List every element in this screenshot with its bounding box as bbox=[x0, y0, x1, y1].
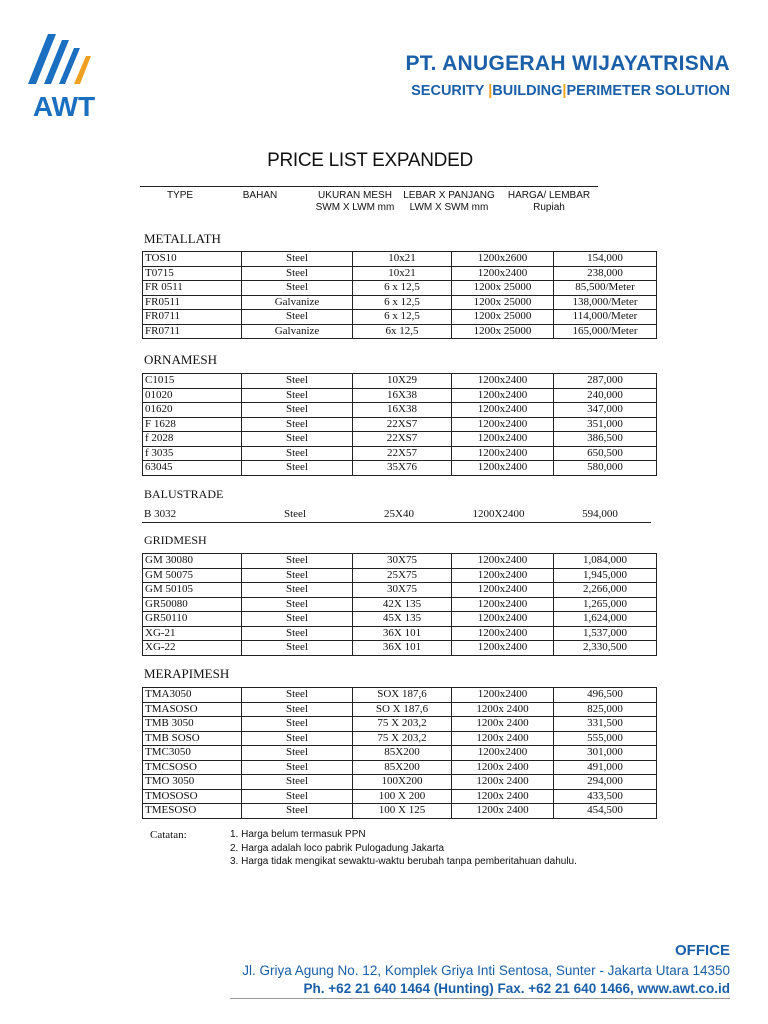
product-type-cell: GM 50075 bbox=[143, 568, 242, 583]
table-row bbox=[143, 641, 657, 656]
table-row bbox=[143, 252, 657, 267]
office-title: OFFICE bbox=[675, 942, 730, 959]
price-table-ornamesh bbox=[142, 373, 657, 476]
product-type-cell: 63045 bbox=[143, 461, 242, 476]
mesh-size-cell: 10x21 bbox=[353, 252, 452, 267]
product-type-cell: TMB SOSO bbox=[143, 731, 242, 746]
price-cell: 454,500 bbox=[554, 804, 657, 819]
sheet-dimension-cell: 1200x2400 bbox=[452, 597, 554, 612]
table-row bbox=[143, 717, 657, 732]
price-cell: 294,000 bbox=[554, 775, 657, 790]
product-type-cell: TMOSOSO bbox=[143, 789, 242, 804]
price-table-merapimesh bbox=[142, 687, 657, 819]
mesh-size-cell: 100X200 bbox=[353, 775, 452, 790]
sheet-dimension-cell: 1200X2400 bbox=[448, 508, 549, 522]
notes-label: Catatan: bbox=[150, 829, 187, 841]
mesh-size-cell: 35X76 bbox=[353, 461, 452, 476]
mesh-size-cell: SOX 187,6 bbox=[353, 688, 452, 703]
tagline-separator: | bbox=[488, 83, 493, 99]
material-cell: Steel bbox=[242, 281, 353, 296]
price-cell: 1,945,000 bbox=[554, 568, 657, 583]
mesh-size-cell: 30X75 bbox=[353, 583, 452, 598]
price-cell: 2,266,000 bbox=[554, 583, 657, 598]
material-cell: Steel bbox=[242, 432, 353, 447]
note-item: 3. Harga tidak mengikat sewaktu-waktu berubah tanpa pemberitahuan dahulu. bbox=[230, 856, 577, 867]
section-title-merapimesh: MERAPIMESH bbox=[144, 666, 230, 681]
sheet-dimension-cell: 1200x2400 bbox=[452, 403, 554, 418]
material-cell: Steel bbox=[240, 508, 350, 522]
price-cell: 496,500 bbox=[554, 688, 657, 703]
company-logo bbox=[14, 26, 114, 126]
table-row bbox=[142, 508, 651, 522]
mesh-size-cell: 25X75 bbox=[353, 568, 452, 583]
sheet-dimension-cell: 1200x 2400 bbox=[452, 789, 554, 804]
note-item: 1. Harga belum termasuk PPN bbox=[230, 829, 366, 840]
mesh-size-cell: 6 x 12,5 bbox=[353, 281, 452, 296]
table-row bbox=[143, 461, 657, 476]
sheet-dimension-cell: 1200x2400 bbox=[452, 688, 554, 703]
mesh-size-cell: 75 X 203,2 bbox=[353, 731, 452, 746]
table-row bbox=[143, 281, 657, 296]
product-type-cell: FR0511 bbox=[143, 295, 242, 310]
company-name: PT. ANUGERAH WIJAYATRISNA bbox=[405, 52, 730, 75]
mesh-size-cell: 22X57 bbox=[353, 446, 452, 461]
price-cell: 347,000 bbox=[554, 403, 657, 418]
mesh-size-cell: 100 X 125 bbox=[353, 804, 452, 819]
material-cell: Steel bbox=[242, 760, 353, 775]
price-cell: 433,500 bbox=[554, 789, 657, 804]
sheet-dimension-cell: 1200x2400 bbox=[452, 446, 554, 461]
material-cell: Galvanize bbox=[242, 295, 353, 310]
table-row bbox=[143, 388, 657, 403]
tagline-perimeter: PERIMETER SOLUTION bbox=[566, 83, 730, 99]
product-type-cell: TMO 3050 bbox=[143, 775, 242, 790]
material-cell: Steel bbox=[242, 252, 353, 267]
table-row bbox=[143, 417, 657, 432]
material-cell: Steel bbox=[242, 417, 353, 432]
table-row bbox=[143, 374, 657, 389]
table-row bbox=[143, 295, 657, 310]
tagline-building: BUILDING bbox=[492, 83, 563, 99]
material-cell: Galvanize bbox=[242, 324, 353, 339]
table-row bbox=[143, 597, 657, 612]
material-cell: Steel bbox=[242, 266, 353, 281]
price-cell: 114,000/Meter bbox=[554, 310, 657, 325]
product-type-cell: B 3032 bbox=[142, 508, 240, 522]
product-type-cell: F 1628 bbox=[143, 417, 242, 432]
section-title-balustrade: BALUSTRADE bbox=[144, 487, 224, 501]
col-type: TYPE bbox=[166, 190, 194, 201]
sheet-dimension-cell: 1200x2400 bbox=[452, 461, 554, 476]
sheet-dimension-cell: 1200x2400 bbox=[452, 266, 554, 281]
price-cell: 1,624,000 bbox=[554, 612, 657, 627]
office-address: Jl. Griya Agung No. 12, Komplek Griya Inti Sentosa, Sunter - Jakarta Utara 14350 bbox=[242, 963, 730, 978]
material-cell: Steel bbox=[242, 310, 353, 325]
price-cell: 386,500 bbox=[554, 432, 657, 447]
tagline-security: SECURITY bbox=[411, 83, 485, 99]
product-type-cell: TOS10 bbox=[143, 252, 242, 267]
table-row bbox=[143, 804, 657, 819]
price-cell: 1,265,000 bbox=[554, 597, 657, 612]
price-cell: 138,000/Meter bbox=[554, 295, 657, 310]
price-cell: 580,000 bbox=[554, 461, 657, 476]
product-type-cell: TMC3050 bbox=[143, 746, 242, 761]
price-cell: 165,000/Meter bbox=[554, 324, 657, 339]
col-material: BAHAN bbox=[242, 190, 278, 201]
product-type-cell: C1015 bbox=[143, 374, 242, 389]
sheet-dimension-cell: 1200x2400 bbox=[452, 612, 554, 627]
material-cell: Steel bbox=[242, 597, 353, 612]
product-type-cell: FR0711 bbox=[143, 324, 242, 339]
mesh-size-cell: 22XS7 bbox=[353, 432, 452, 447]
price-cell: 154,000 bbox=[554, 252, 657, 267]
sheet-dimension-cell: 1200x 25000 bbox=[452, 324, 554, 339]
col-mesh-size: UKURAN MESH SWM X LWM mm bbox=[315, 190, 395, 213]
material-cell: Steel bbox=[242, 641, 353, 656]
sheet-dimension-cell: 1200x 2400 bbox=[452, 702, 554, 717]
sheet-dimension-cell: 1200x 25000 bbox=[452, 310, 554, 325]
sheet-dimension-cell: 1200x2400 bbox=[452, 568, 554, 583]
material-cell: Steel bbox=[242, 612, 353, 627]
price-table-balustrade bbox=[142, 508, 651, 523]
material-cell: Steel bbox=[242, 746, 353, 761]
material-cell: Steel bbox=[242, 775, 353, 790]
material-cell: Steel bbox=[242, 789, 353, 804]
product-type-cell: FR 0511 bbox=[143, 281, 242, 296]
mesh-size-cell: 45X 135 bbox=[353, 612, 452, 627]
mesh-size-cell: 22XS7 bbox=[353, 417, 452, 432]
table-row bbox=[143, 403, 657, 418]
price-cell: 301,000 bbox=[554, 746, 657, 761]
table-row bbox=[143, 266, 657, 281]
mesh-size-cell: 85X200 bbox=[353, 760, 452, 775]
sheet-dimension-cell: 1200x2400 bbox=[452, 583, 554, 598]
logo-text: AWT bbox=[32, 91, 96, 122]
sheet-dimension-cell: 1200x2400 bbox=[452, 417, 554, 432]
mesh-size-cell: 42X 135 bbox=[353, 597, 452, 612]
document-title: PRICE LIST EXPANDED bbox=[267, 150, 473, 171]
material-cell: Steel bbox=[242, 717, 353, 732]
col-price: HARGA/ LEMBAR Rupiah bbox=[507, 190, 591, 213]
product-type-cell: TMASOSO bbox=[143, 702, 242, 717]
price-cell: 287,000 bbox=[554, 374, 657, 389]
price-cell: 240,000 bbox=[554, 388, 657, 403]
price-cell: 2,330,500 bbox=[554, 641, 657, 656]
material-cell: Steel bbox=[242, 461, 353, 476]
sheet-dimension-cell: 1200x 25000 bbox=[452, 295, 554, 310]
product-type-cell: TMA3050 bbox=[143, 688, 242, 703]
price-table-gridmesh bbox=[142, 553, 657, 656]
table-row bbox=[143, 731, 657, 746]
sheet-dimension-cell: 1200x 2400 bbox=[452, 731, 554, 746]
mesh-size-cell: 10x21 bbox=[353, 266, 452, 281]
price-table-metallath bbox=[142, 251, 657, 339]
mesh-size-cell: 100 X 200 bbox=[353, 789, 452, 804]
product-type-cell: XG-22 bbox=[143, 641, 242, 656]
section-title-metallath: METALLATH bbox=[144, 231, 221, 246]
product-type-cell: TMB 3050 bbox=[143, 717, 242, 732]
price-cell: 1,084,000 bbox=[554, 554, 657, 569]
company-tagline bbox=[330, 83, 730, 99]
product-type-cell: T0715 bbox=[143, 266, 242, 281]
mesh-size-cell: 6 x 12,5 bbox=[353, 295, 452, 310]
product-type-cell: 01020 bbox=[143, 388, 242, 403]
mesh-size-cell: 16X38 bbox=[353, 388, 452, 403]
price-cell: 331,500 bbox=[554, 717, 657, 732]
sheet-dimension-cell: 1200x 2400 bbox=[452, 804, 554, 819]
sheet-dimension-cell: 1200x2400 bbox=[452, 746, 554, 761]
mesh-size-cell: 36X 101 bbox=[353, 626, 452, 641]
sheet-dimension-cell: 1200x2400 bbox=[452, 626, 554, 641]
sheet-dimension-cell: 1200x2400 bbox=[452, 374, 554, 389]
material-cell: Steel bbox=[242, 568, 353, 583]
table-row bbox=[143, 324, 657, 339]
mesh-size-cell: 85X200 bbox=[353, 746, 452, 761]
material-cell: Steel bbox=[242, 688, 353, 703]
sheet-dimension-cell: 1200x 2400 bbox=[452, 760, 554, 775]
note-item: 2. Harga adalah loco pabrik Pulogadung Jakarta bbox=[230, 842, 445, 854]
sheet-dimension-cell: 1200x 2400 bbox=[452, 717, 554, 732]
price-cell: 238,000 bbox=[554, 266, 657, 281]
product-type-cell: GM 50105 bbox=[143, 583, 242, 598]
table-row bbox=[143, 310, 657, 325]
product-type-cell: f 3035 bbox=[143, 446, 242, 461]
product-type-cell: GR50080 bbox=[143, 597, 242, 612]
table-row bbox=[143, 775, 657, 790]
table-row bbox=[143, 626, 657, 641]
table-row bbox=[143, 612, 657, 627]
price-cell: 85,500/Meter bbox=[554, 281, 657, 296]
product-type-cell: 01620 bbox=[143, 403, 242, 418]
sheet-dimension-cell: 1200x 2400 bbox=[452, 775, 554, 790]
table-row bbox=[143, 746, 657, 761]
material-cell: Steel bbox=[242, 388, 353, 403]
mesh-size-cell: 36X 101 bbox=[353, 641, 452, 656]
mesh-size-cell: SO X 187,6 bbox=[353, 702, 452, 717]
product-type-cell: GM 30080 bbox=[143, 554, 242, 569]
material-cell: Steel bbox=[242, 626, 353, 641]
sheet-dimension-cell: 1200x2400 bbox=[452, 388, 554, 403]
sheet-dimension-cell: 1200x2400 bbox=[452, 432, 554, 447]
notes-list bbox=[230, 828, 577, 869]
price-cell: 491,000 bbox=[554, 760, 657, 775]
price-cell: 1,537,000 bbox=[554, 626, 657, 641]
product-type-cell: TMCSOSO bbox=[143, 760, 242, 775]
table-row bbox=[143, 688, 657, 703]
mesh-size-cell: 6 x 12,5 bbox=[353, 310, 452, 325]
column-headers bbox=[140, 186, 598, 215]
mesh-size-cell: 6x 12,5 bbox=[353, 324, 452, 339]
table-row bbox=[143, 789, 657, 804]
footer-divider bbox=[230, 998, 730, 999]
material-cell: Steel bbox=[242, 374, 353, 389]
table-row bbox=[143, 760, 657, 775]
material-cell: Steel bbox=[242, 403, 353, 418]
mesh-size-cell: 75 X 203,2 bbox=[353, 717, 452, 732]
table-row bbox=[143, 702, 657, 717]
price-cell: 650,500 bbox=[554, 446, 657, 461]
price-cell: 825,000 bbox=[554, 702, 657, 717]
mesh-size-cell: 25X40 bbox=[350, 508, 448, 522]
sheet-dimension-cell: 1200x 25000 bbox=[452, 281, 554, 296]
sheet-dimension-cell: 1200x2400 bbox=[452, 554, 554, 569]
product-type-cell: GR50110 bbox=[143, 612, 242, 627]
sheet-dimension-cell: 1200x2400 bbox=[452, 641, 554, 656]
material-cell: Steel bbox=[242, 804, 353, 819]
office-contact: Ph. +62 21 640 1464 (Hunting) Fax. +62 21 640 1466, www.awt.co.id bbox=[303, 981, 730, 996]
product-type-cell: XG-21 bbox=[143, 626, 242, 641]
table-row bbox=[143, 554, 657, 569]
material-cell: Steel bbox=[242, 583, 353, 598]
mesh-size-cell: 10X29 bbox=[353, 374, 452, 389]
material-cell: Steel bbox=[242, 702, 353, 717]
col-dimension: LEBAR X PANJANG LWM X SWM mm bbox=[403, 190, 495, 213]
table-row bbox=[143, 568, 657, 583]
material-cell: Steel bbox=[242, 731, 353, 746]
table-row bbox=[143, 432, 657, 447]
sheet-dimension-cell: 1200x2600 bbox=[452, 252, 554, 267]
price-cell: 594,000 bbox=[549, 508, 651, 522]
product-type-cell: FR0711 bbox=[143, 310, 242, 325]
section-title-gridmesh: GRIDMESH bbox=[144, 533, 207, 547]
material-cell: Steel bbox=[242, 446, 353, 461]
mesh-size-cell: 16X38 bbox=[353, 403, 452, 418]
mesh-size-cell: 30X75 bbox=[353, 554, 452, 569]
table-row bbox=[143, 583, 657, 598]
section-title-ornamesh: ORNAMESH bbox=[144, 352, 217, 367]
tagline-separator: | bbox=[562, 83, 567, 99]
product-type-cell: TMESOSO bbox=[143, 804, 242, 819]
table-row bbox=[143, 446, 657, 461]
price-cell: 351,000 bbox=[554, 417, 657, 432]
material-cell: Steel bbox=[242, 554, 353, 569]
price-cell: 555,000 bbox=[554, 731, 657, 746]
product-type-cell: f 2028 bbox=[143, 432, 242, 447]
